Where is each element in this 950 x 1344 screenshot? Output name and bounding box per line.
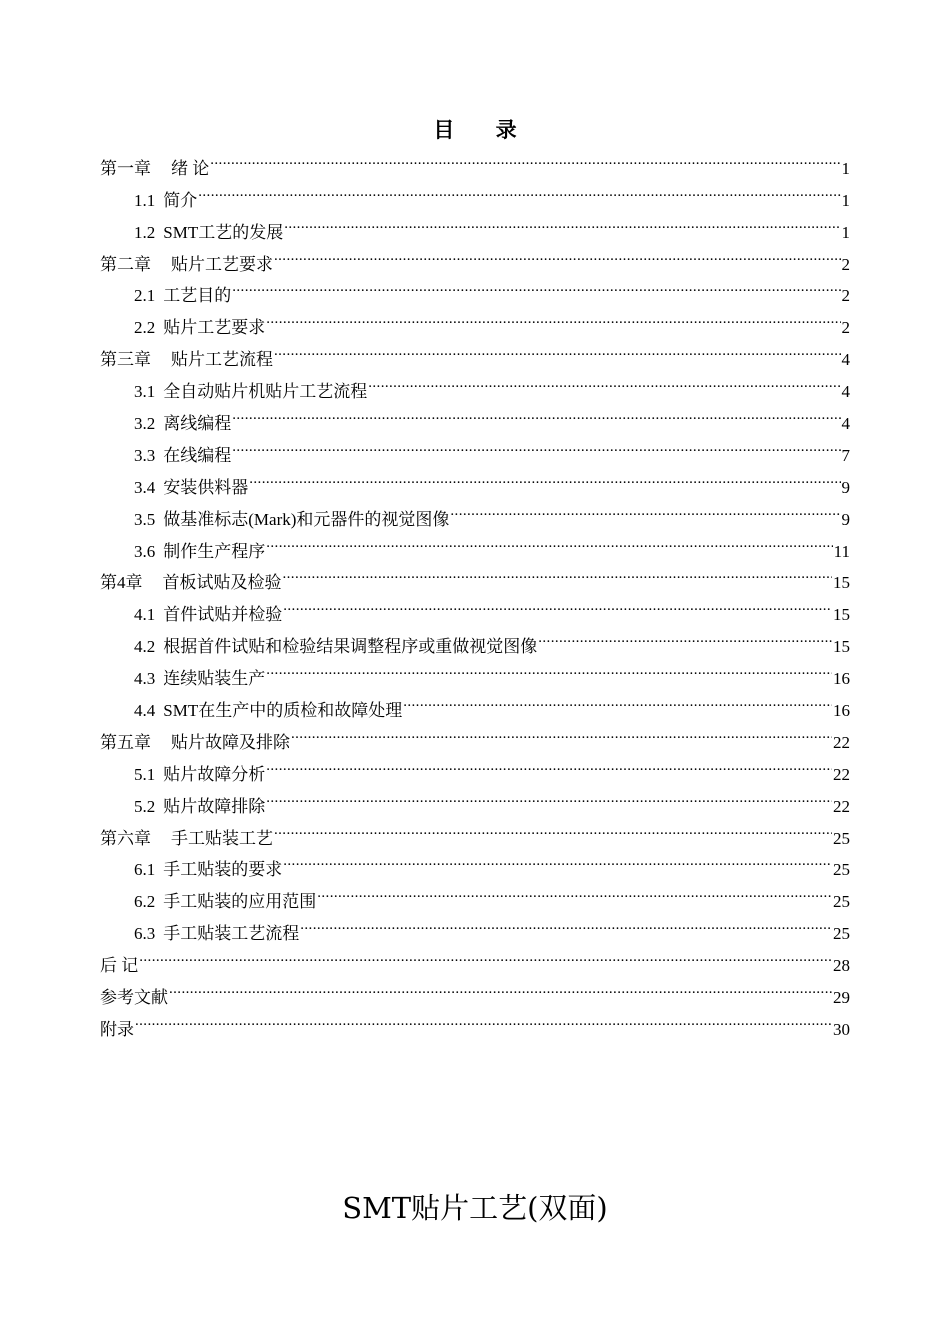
toc-leader-dots [169,971,832,1003]
toc-leader-dots [232,397,840,429]
toc-section-number: 2.1 [134,286,156,306]
toc-page-number: 25 [833,828,850,848]
toc-leader-dots [291,716,832,748]
toc-section-number: 3.5 [134,509,156,529]
toc-entry-title: 手工贴装的应用范围 [163,892,317,912]
toc-entry-title: 后 记 [100,956,139,976]
toc-entry-title: 首件试贴并检验 [163,605,283,625]
toc-page-number: 7 [841,445,850,465]
table-of-contents [100,142,850,1039]
toc-page-number: 4 [841,414,850,434]
toc-entry-title: 贴片故障排除 [163,796,266,816]
toc-page-number: 25 [833,892,850,912]
toc-page-number: 29 [833,988,850,1008]
toc-leader-dots [450,493,840,525]
toc-leader-dots [266,748,832,780]
toc-section-number: 5.2 [134,796,156,816]
toc-entry[interactable] [100,142,850,178]
toc-page-number: 11 [833,541,850,561]
toc-page-number: 15 [833,605,850,625]
toc-section-number: 3.2 [134,414,156,434]
toc-entry[interactable] [100,174,850,210]
toc-entry-title: 连续贴装生产 [163,669,266,689]
toc-page-number: 9 [841,509,850,529]
toc-page-number: 2 [841,254,850,274]
toc-leader-dots [538,620,832,652]
toc-page-number: 1 [841,222,850,242]
toc-entry-title: 简介 [163,190,198,210]
toc-entry-title: 做基准标志(Mark)和元器件的视觉图像 [163,509,450,529]
toc-entry-title: 贴片工艺要求 [163,318,266,338]
toc-leader-dots [266,301,840,333]
toc-section-number: 6.1 [134,860,156,880]
toc-page-number: 25 [833,924,850,944]
toc-leader-dots [274,333,841,365]
toc-section-number: 6.2 [134,892,156,912]
toc-section-number: 3.4 [134,477,156,497]
toc-entry-title: SMT工艺的发展 [163,222,284,242]
toc-leader-dots [317,875,832,907]
toc-entry-title: 贴片故障及排除 [171,732,290,752]
toc-page-number: 16 [833,701,850,721]
toc-entry[interactable] [100,1003,850,1039]
toc-entry-title: 全自动贴片机贴片工艺流程 [163,382,368,402]
toc-leader-dots [283,844,832,876]
toc-section-number: 3.3 [134,445,156,465]
toc-leader-dots [283,588,832,620]
toc-section-number: 4.4 [134,701,156,721]
toc-entry-title: 安装供料器 [163,477,249,497]
toc-leader-dots [232,270,840,302]
toc-entry-title: 手工贴装工艺 [171,828,273,848]
toc-chapter-label: 第一章 [100,158,151,178]
toc-page-number: 4 [841,350,850,370]
toc-section-number: 4.2 [134,637,156,657]
toc-entry[interactable] [100,971,850,1008]
toc-chapter-label: 第六章 [100,828,151,848]
toc-entry-title: 首板试贴及检验 [162,573,282,593]
toc-leader-dots [283,557,833,589]
toc-section-number: 6.3 [134,924,156,944]
toc-leader-dots [266,525,832,557]
toc-page-number: 22 [833,796,850,816]
toc-leader-dots [249,461,840,493]
toc-section-number: 2.2 [134,318,156,338]
toc-page-number: 25 [833,860,850,880]
toc-entry-title: 制作生产程序 [163,541,266,561]
toc-entry-title: 贴片工艺流程 [171,350,273,370]
toc-page-number: 22 [833,764,850,784]
toc-section-number: 5.1 [134,764,156,784]
document-title: SMT贴片工艺(双面) [342,1191,608,1225]
toc-leader-dots [210,142,840,174]
toc-leader-dots [300,907,832,939]
toc-chapter-label: 第三章 [100,350,151,370]
toc-leader-dots [135,1003,832,1035]
toc-page-number: 1 [841,190,850,210]
toc-entry[interactable] [100,206,850,242]
toc-leader-dots [198,174,840,206]
toc-entry-title: 手工贴装的要求 [163,860,283,880]
toc-section-number: 1.1 [134,190,156,210]
toc-entry-title: 在线编程 [163,445,232,465]
toc-page-number: 9 [841,477,850,497]
toc-leader-dots [368,365,840,397]
toc-entry[interactable] [100,939,850,976]
toc-chapter-label: 第4章 [100,573,143,593]
toc-entry-title: 贴片工艺要求 [171,254,273,274]
toc-leader-dots [266,652,832,684]
toc-page-number: 30 [833,1019,850,1039]
toc-entry-title: 绪 论 [171,158,210,178]
toc-entry-title: 根据首件试贴和检验结果调整程序或重做视觉图像 [163,637,538,657]
toc-page-number: 22 [833,732,850,752]
toc-page-number: 15 [833,637,850,657]
toc-section-number: 3.1 [134,382,156,402]
toc-page-number: 2 [841,318,850,338]
toc-chapter-label: 第五章 [100,732,151,752]
toc-heading: 目 录 [433,118,535,142]
toc-entry-title: 离线编程 [163,414,232,434]
toc-section-number: 1.2 [134,222,156,242]
toc-leader-dots [232,429,840,461]
toc-leader-dots [274,812,832,844]
toc-page-number: 1 [841,158,850,178]
toc-chapter-label: 第二章 [100,254,151,274]
toc-page-number: 15 [833,573,850,593]
toc-section-number: 4.1 [134,605,156,625]
toc-leader-dots [139,939,832,971]
toc-page-number: 4 [841,382,850,402]
toc-section-number: 4.3 [134,669,156,689]
toc-entry-title: 手工贴装工艺流程 [163,924,300,944]
toc-entry-title: 附录 [100,1019,134,1039]
toc-entry-title: 参考文献 [100,988,168,1008]
toc-entry-title: SMT在生产中的质检和故障处理 [163,701,403,721]
toc-section-number: 3.6 [134,541,156,561]
toc-page-number: 28 [833,956,850,976]
toc-page-number: 2 [841,286,850,306]
toc-entry-title: 工艺目的 [163,286,232,306]
toc-leader-dots [274,238,841,270]
toc-leader-dots [284,206,840,238]
toc-leader-dots [266,780,832,812]
toc-leader-dots [403,684,832,716]
toc-page-number: 16 [833,669,850,689]
toc-entry-title: 贴片故障分析 [163,764,266,784]
